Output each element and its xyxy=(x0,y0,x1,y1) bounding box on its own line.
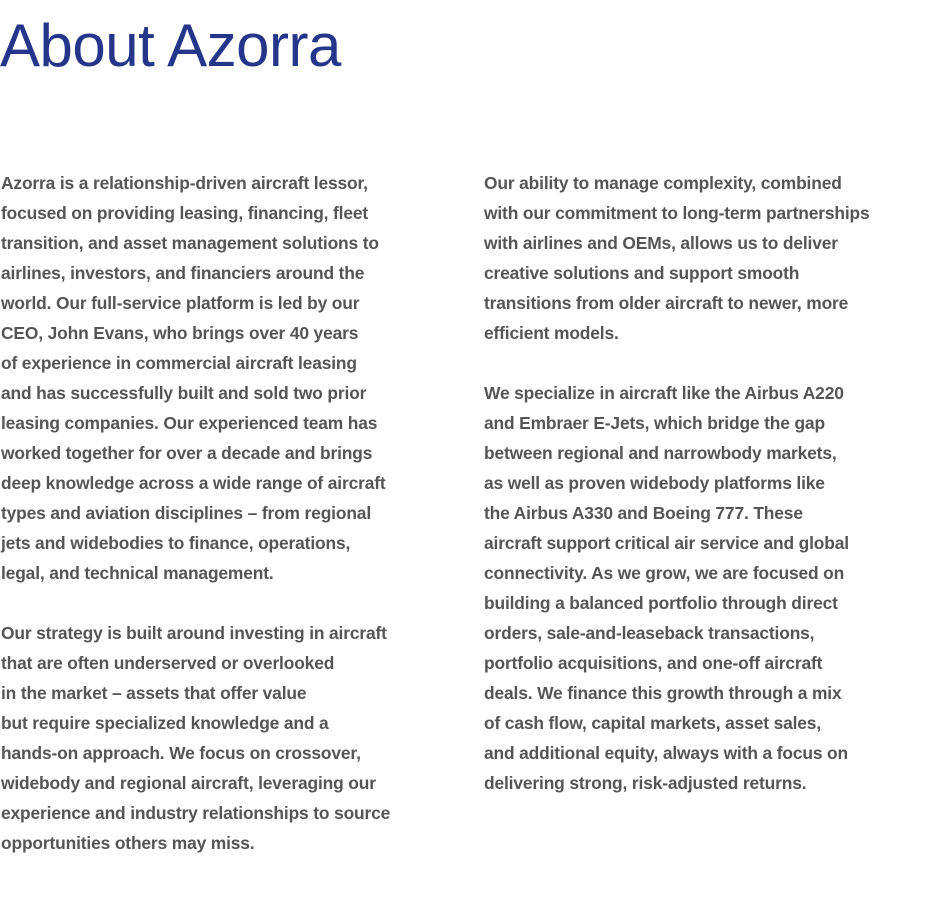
text-line: opportunities others may miss. xyxy=(1,833,255,853)
text-line: We specialize in aircraft like the Airbus A220 xyxy=(484,383,844,403)
text-line: orders, sale-and-leaseback transactions, xyxy=(484,623,815,643)
text-line: worked together for over a decade and brings xyxy=(1,443,373,463)
text-line: leasing companies. Our experienced team has xyxy=(1,413,378,433)
text-line: delivering strong, risk-adjusted returns. xyxy=(484,773,807,793)
text-line: of cash flow, capital markets, asset sales, xyxy=(484,713,822,733)
page-title: About Azorra xyxy=(0,12,341,79)
text-line: transitions from older aircraft to newer, more xyxy=(484,293,849,313)
text-line: legal, and technical management. xyxy=(1,563,274,583)
text-line: but require specialized knowledge and a xyxy=(1,713,329,733)
text-line: in the market – assets that offer value xyxy=(1,683,307,703)
text-line: types and aviation disciplines – from regional xyxy=(1,503,371,523)
text-line: and Embraer E-Jets, which bridge the gap xyxy=(484,413,825,433)
text-line: with airlines and OEMs, allows us to deliver xyxy=(484,233,838,253)
text-line: deep knowledge across a wide range of aircraft xyxy=(1,473,386,493)
text-line: building a balanced portfolio through direct xyxy=(484,593,838,613)
text-line: transition, and asset management solutions to xyxy=(1,233,379,253)
text-line: and additional equity, always with a focus on xyxy=(484,743,848,763)
text-line: focused on providing leasing, financing, fleet xyxy=(1,203,369,223)
text-line: world. Our full-service platform is led by our xyxy=(1,293,360,313)
text-line: experience and industry relationships to source xyxy=(1,803,391,823)
intro-paragraph xyxy=(1,168,461,588)
text-line: of experience in commercial aircraft leasing xyxy=(1,353,357,373)
text-line: creative solutions and support smooth xyxy=(484,263,800,283)
left-column xyxy=(1,168,461,888)
text-line: with our commitment to long-term partnerships xyxy=(484,203,870,223)
text-line: jets and widebodies to finance, operations, xyxy=(1,533,351,553)
right-column xyxy=(484,168,926,828)
strategy-paragraph xyxy=(1,618,461,858)
text-line: efficient models. xyxy=(484,323,619,343)
text-line: deals. We finance this growth through a mix xyxy=(484,683,842,703)
text-line: Azorra is a relationship-driven aircraft lessor, xyxy=(1,173,368,193)
text-line: the Airbus A330 and Boeing 777. These xyxy=(484,503,803,523)
specialization-paragraph xyxy=(484,378,926,798)
text-line: that are often underserved or overlooked xyxy=(1,653,335,673)
text-line: and has successfully built and sold two prior xyxy=(1,383,367,403)
text-line: Our ability to manage complexity, combined xyxy=(484,173,842,193)
text-line: airlines, investors, and financiers around the xyxy=(1,263,365,283)
complexity-paragraph xyxy=(484,168,926,348)
text-line: connectivity. As we grow, we are focused on xyxy=(484,563,845,583)
text-line: widebody and regional aircraft, leveraging our xyxy=(1,773,376,793)
text-line: Our strategy is built around investing in aircraft xyxy=(1,623,387,643)
text-line: CEO, John Evans, who brings over 40 years xyxy=(1,323,359,343)
text-line: hands-on approach. We focus on crossover, xyxy=(1,743,361,763)
text-line: aircraft support critical air service and global xyxy=(484,533,849,553)
text-line: as well as proven widebody platforms like xyxy=(484,473,825,493)
text-line: portfolio acquisitions, and one-off aircraft xyxy=(484,653,823,673)
text-line: between regional and narrowbody markets, xyxy=(484,443,837,463)
